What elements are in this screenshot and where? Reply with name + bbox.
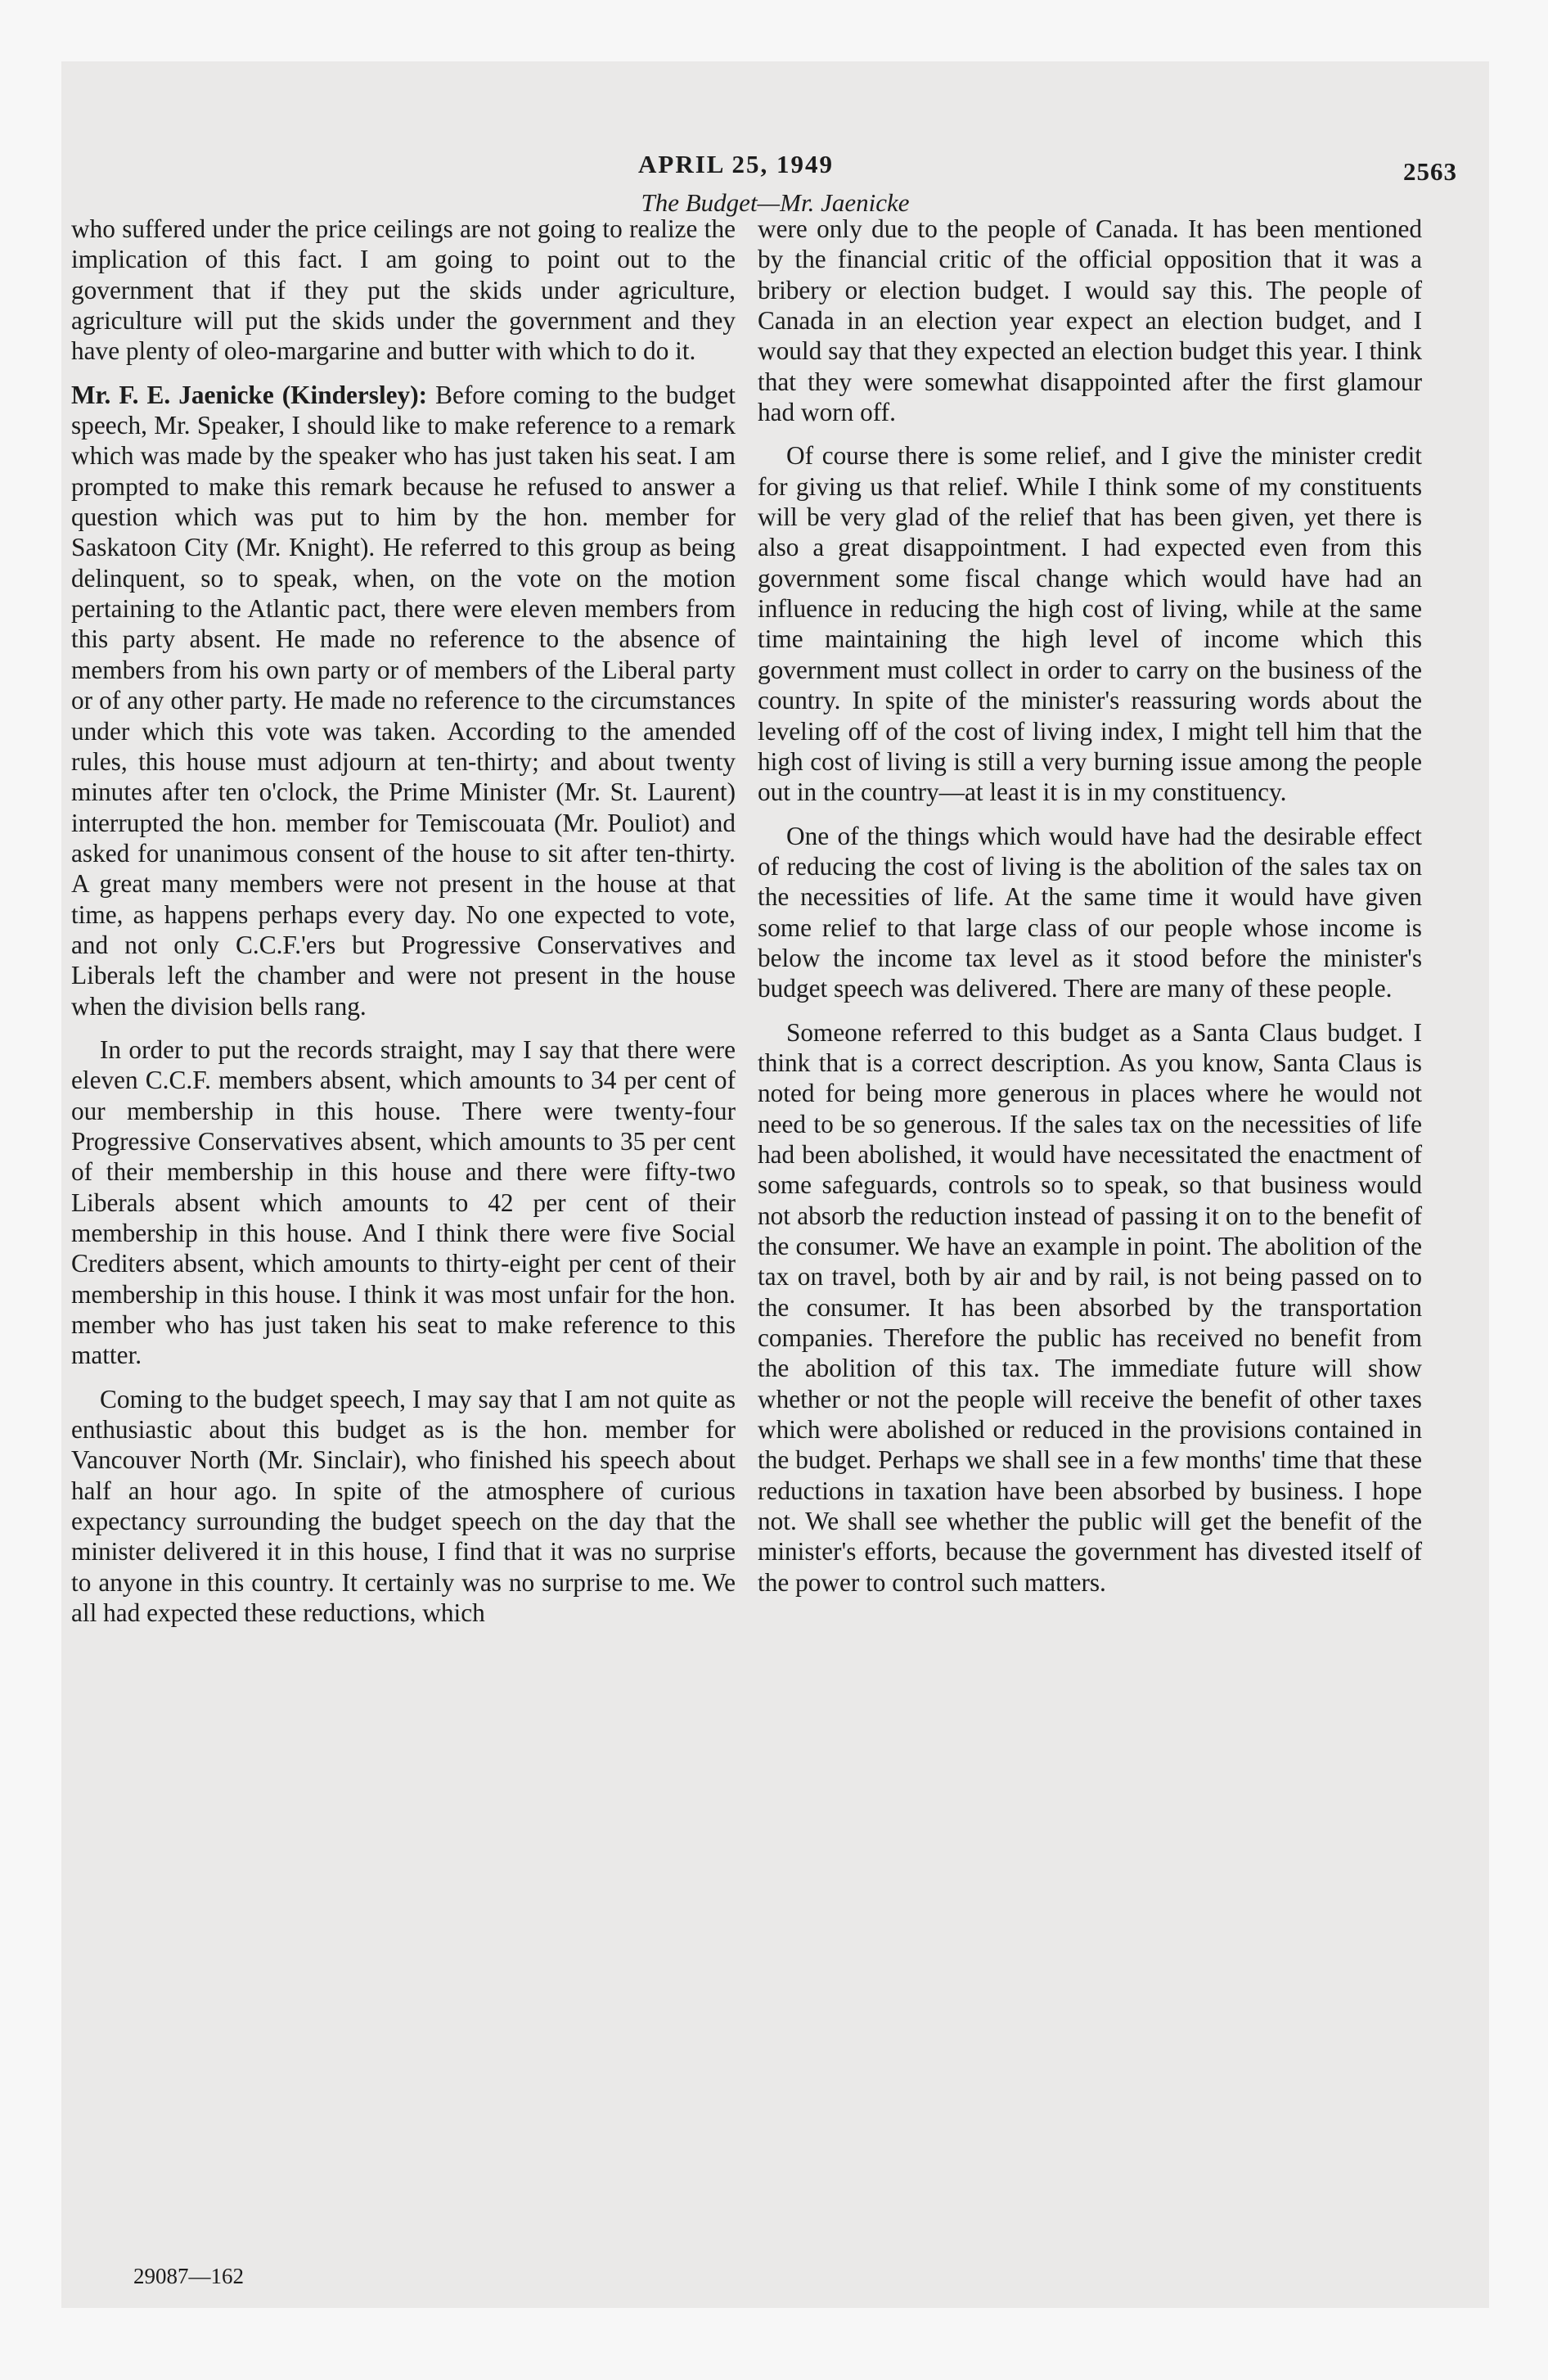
right-paragraph-2: Of course there is some relief, and I give the minister credit for giving us that relief. While I think some of my constituents will be very glad of the relief that has been given, yet there is also a great disappointment. I had expected even from this government some fiscal change which would have had an influence in reducing the high cost of living, while at the same time maintaining the high level of income which this government must collect in order to carry on the business of the country. In spite of the minister's reassuring words about the leveling off of the cost of living index, I might tell him that the high cost of living is still a very burning issue among the people out in the country—at least it is in my constituency. bbox=[758, 441, 1422, 807]
header-date: APRIL 25, 1949 bbox=[638, 150, 834, 178]
speech-text: Before coming to the budget speech, Mr. Speaker, I should like to make reference to a remark which was made by the speaker who has just taken his seat. I am prompted to make this remark because he refused to answer a question which was put to him by the hon. member for Saskatoon City (Mr. Knight). He referred to this group as being delinquent, so to speak, when, on the vote on the motion pertaining to the Atlantic pact, there were eleven members from this party absent. He made no reference to the absence of members from his own party or of members of the Liberal party or of any other party. He made no reference to the circumstances under which this vote was taken. According to the amended rules, this house must adjourn at ten-thirty; and about twenty minutes after ten o'clock, the Prime Minister (Mr. St. Laurent) interrupted the hon. member for Temiscouata (Mr. Pouliot) and asked for unanimous consent of the house to sit after ten-thirty. A great many members were not present in the house at that time, as happens perhaps every day. No one expected to vote, and not only C.C.F.'ers but Progressive Conservatives and Liberals left the chamber and were not present in the house when the division bells rang. bbox=[71, 380, 736, 1021]
speaker-name: Mr. F. E. Jaenicke (Kindersley): bbox=[71, 380, 428, 409]
page-number: 2563 bbox=[1403, 157, 1457, 186]
right-paragraph-1: were only due to the people of Canada. It has been mentioned by the financial critic of the official opposition that it was a bribery or election budget. I would say this. The people of Canada in an election year expect an election budget, and I would say that they expected an election budget this year. I think that they were somewhat disappointed after the first glamour had worn off. bbox=[758, 214, 1422, 427]
left-paragraph-1: who suffered under the price ceilings are not going to realize the implication of this fact. I am going to point out to the government that if they put the skids under agriculture, agriculture will put the skids under the government and they have plenty of oleo-margarine and butter with which to do it. bbox=[71, 214, 736, 366]
left-column bbox=[71, 214, 736, 1628]
right-column bbox=[758, 214, 1422, 1598]
right-paragraph-4: Someone referred to this budget as a Santa Claus budget. I think that is a correct description. As you know, Santa Claus is noted for being more generous in places where he would not need to be so generous. If the sales tax on the necessities of life had been abolished, it would have necessitated the enactment of some safeguards, controls so to speak, so that business would not absorb the reduction instead of passing it on to the benefit of the consumer. We have an example in point. The abolition of the tax on travel, both by air and by rail, is not being passed on to the consumer. It has been absorbed by the transportation companies. Therefore the public has received no benefit from the abolition of this tax. The immediate future will show whether or not the people will receive the benefit of other taxes which were abolished or reduced in the provisions contained in the budget. Perhaps we shall see in a few months' time that these reductions in taxation have been absorbed by business. I hope not. We shall see whether the public will get the benefit of the minister's efforts, because the government has divested itself of the power to control such matters. bbox=[758, 1017, 1422, 1597]
right-paragraph-3: One of the things which would have had the desirable effect of reducing the cost of living is the abolition of the sales tax on the necessities of life. At the same time it would have given some relief to that large class of our people whose income is below the income tax level as it stood before the minister's budget speech was delivered. There are many of these people. bbox=[758, 821, 1422, 1003]
left-paragraph-3: In order to put the records straight, may I say that there were eleven C.C.F. members absent, which amounts to 34 per cent of our membership in this house. There were twenty-four Progressive Conservatives absent, which amounts to 35 per cent of their membership in this house and there were fifty-two Liberals absent which amounts to 42 per cent of their membership in this house. And I think there were five Social Crediters absent, which amounts to thirty-eight per cent of their membership in this house. I think it was most unfair for the hon. member who has just taken his seat to make reference to this matter. bbox=[71, 1034, 736, 1370]
document-page bbox=[61, 61, 1489, 2308]
left-paragraph-4: Coming to the budget speech, I may say that I am not quite as enthusiastic about this budget as is the hon. member for Vancouver North (Mr. Sinclair), who finished his speech about half an hour ago. In spite of the atmosphere of curious expectancy surrounding the budget speech on the day that the minister delivered it in this house, I find that it was no surprise to anyone in this country. It certainly was no surprise to me. We all had expected these reductions, which bbox=[71, 1384, 736, 1628]
left-paragraph-2 bbox=[71, 380, 736, 1021]
running-head: The Budget—Mr. Jaenicke bbox=[641, 188, 910, 217]
footer-code: 29087—162 bbox=[133, 2264, 244, 2288]
